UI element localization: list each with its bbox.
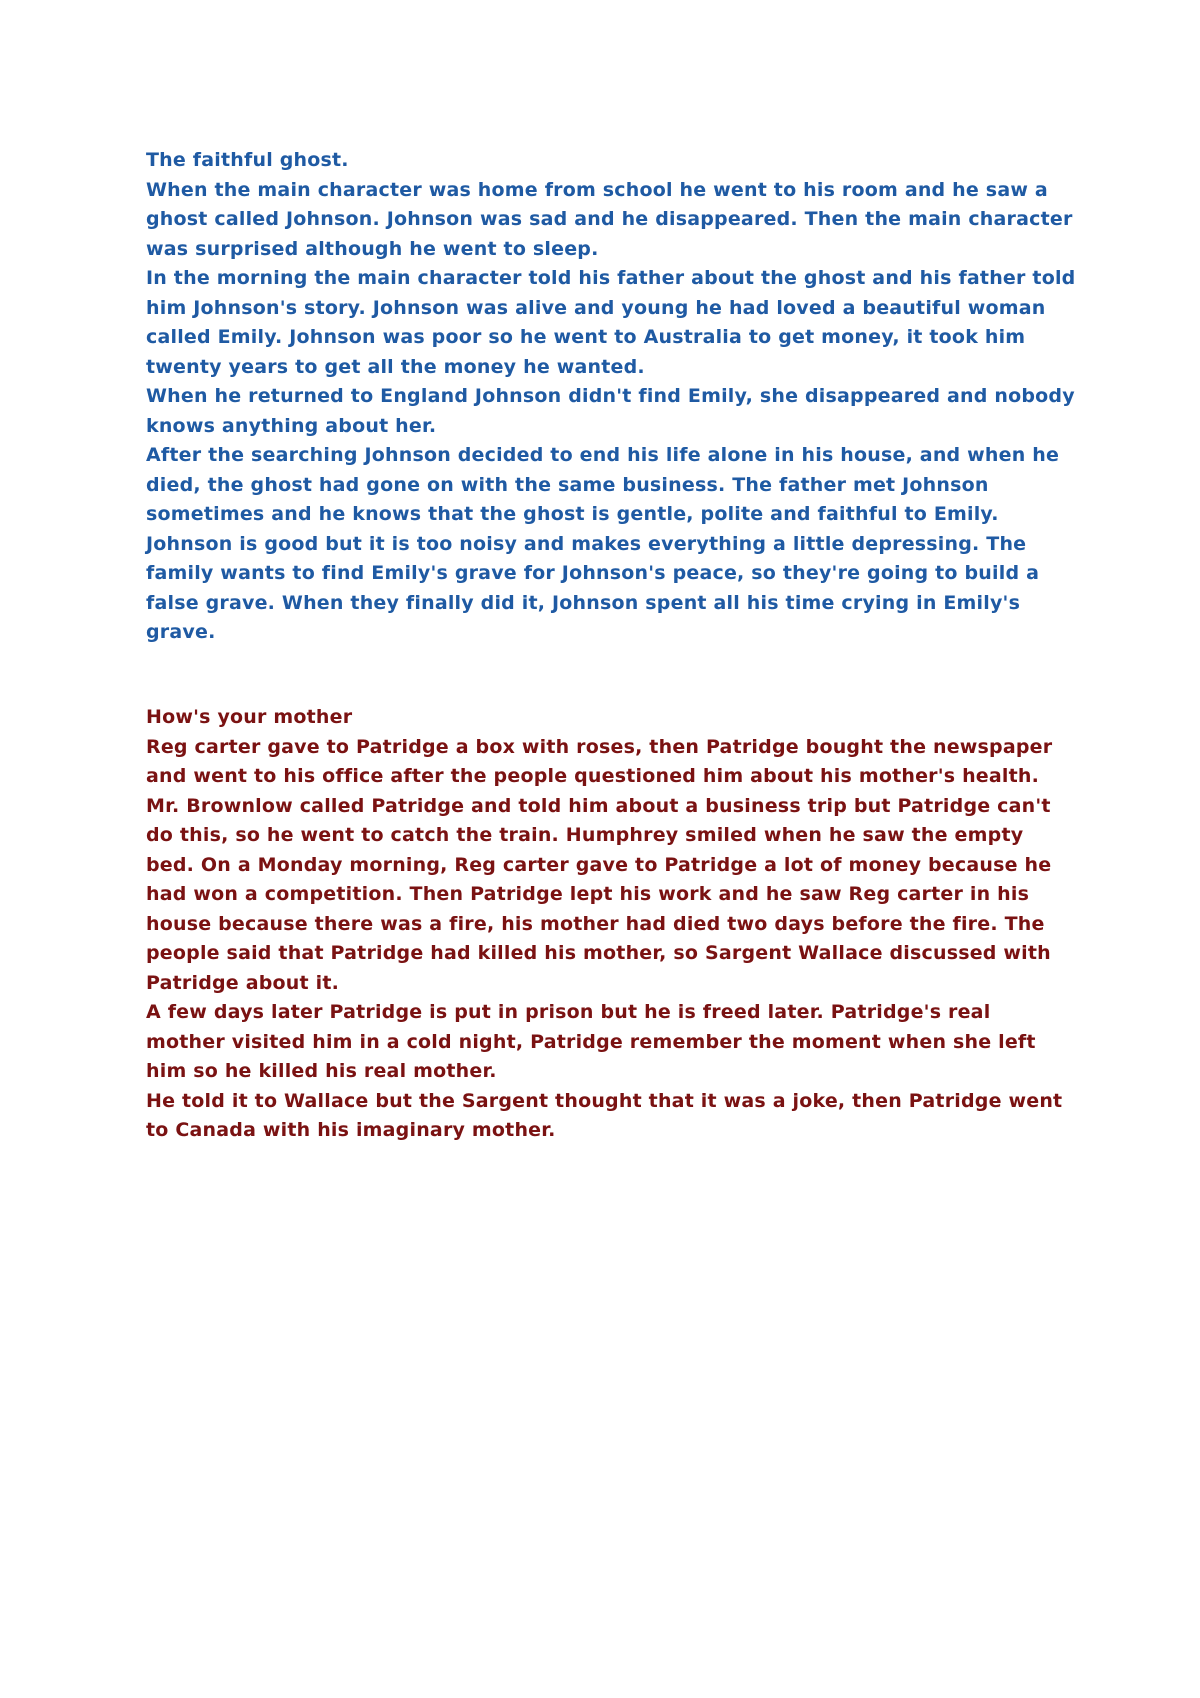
story-hows-your-mother <box>146 703 1076 1146</box>
story-paragraph: After the searching Johnson decided to end his life alone in his house, and when he died, the ghost had gone on with the same business. The father met Johnson sometimes and he knows that the ghost is gentle, polite and faithful to Emily. Johnson is good but it is too noisy and makes everything a little depressing. The family wants to find Emily's grave for Johnson's peace, so they're going to build a false grave. When they finally did it, Johnson spent all his time crying in Emily's grave. <box>146 444 1060 643</box>
story-paragraph: Reg carter gave to Patridge a box with roses, then Patridge bought the newspaper and went to his office after the people questioned him about his mother's health. <box>146 735 1053 787</box>
story-title: How's your mother <box>146 706 353 728</box>
story-paragraph: He told it to Wallace but the Sargent thought that it was a joke, then Patridge went to Canada with his imaginary mother. <box>146 1089 1063 1141</box>
story-paragraph: A few days later Patridge is put in prison but he is freed later. Patridge's real mother visited him in a cold night, Patridge remember the moment when she left him so he killed his real mother. <box>146 1001 1036 1082</box>
story-title: The faithful ghost. <box>146 149 349 171</box>
story-faithful-ghost <box>146 146 1076 648</box>
story-paragraph: When he returned to England Johnson didn't find Emily, she disappeared and nobody knows anything about her. <box>146 385 1075 437</box>
story-paragraph: In the morning the main character told his father about the ghost and his father told him Johnson's story. Johnson was alive and young he had loved a beautiful woman called Emily. Johnson was poor so he went to Australia to get money, it took him twenty years to get all the money he wanted. <box>146 267 1076 378</box>
story-paragraph: Mr. Brownlow called Patridge and told him about a business trip but Patridge can't do this, so he went to catch the train. Humphrey smiled when he saw the empty bed. On a Monday morning, Reg carter gave to Patridge a lot of money because he had won a competition. Then Patridge lept his work and he saw Reg carter in his house because there was a fire, his mother had died two days before the fire. The people said that Patridge had killed his mother, so Sargent Wallace discussed with Patridge about it. <box>146 794 1052 994</box>
story-paragraph: When the main character was home from school he went to his room and he saw a ghost called Johnson. Johnson was sad and he disappeared. Then the main character was surprised although he went to sleep. <box>146 178 1073 260</box>
